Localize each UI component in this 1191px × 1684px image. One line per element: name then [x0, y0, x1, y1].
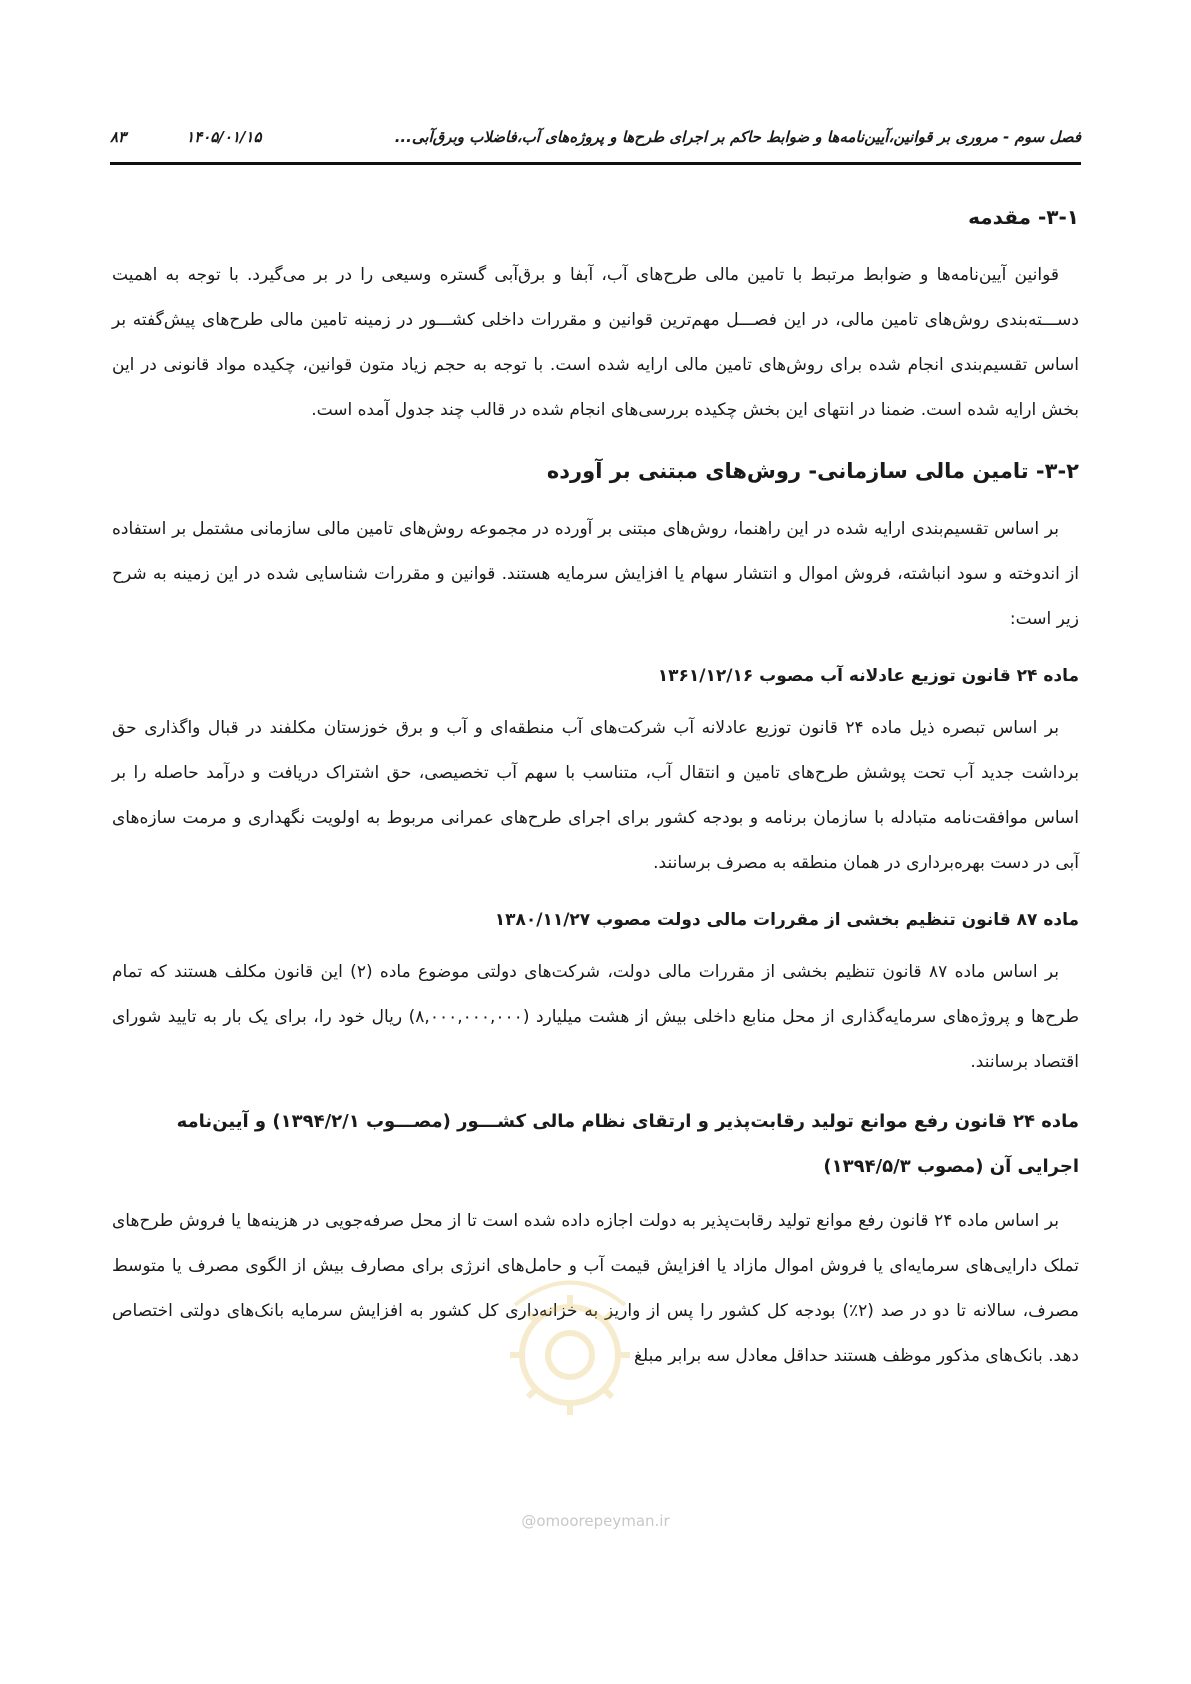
paragraph-competitive-production: بر اساس ماده ۲۴ قانون رفع موانع تولید رقابت‌پذیر به دولت اجازه داده شده است تا از محل صرفه‌جویی در هزینه‌ها یا فروش طرح‌های تملک دارایی‌های سرمایه‌ای یا فروش اموال مازاد یا افزایش قیمت آب و حامل‌های انرژی برای مصارف بیش از الگوی مصرف یا متوسط مصرف، سالانه تا دو در صد (۲٪) بودجه کل کشور را پس از واریز به خزانه‌داری کل کشور به افزایش سرمایه بانک‌های دولتی اختصاص دهد. بانک‌های مذکور موظف هستند حداقل معادل سه برابر مبلغ — [112, 1211, 1080, 1366]
main-content — [112, 205, 1079, 1393]
header-date: ۱۴۰۵/۰۱/۱۵ — [186, 128, 262, 146]
section-title-intro: ۳-۱- مقدمه — [968, 205, 1079, 229]
watermark-site-text: @omoorepeyman.ir — [521, 1512, 670, 1530]
article-title-competitive-production: ماده ۲۴ قانون رفع موانع تولید رقابت‌پذیر و ارتقای نظام مالی کشـــور (مصـــوب ۱۳۹۴/۲/۱) و آیین‌نامه اجرایی آن (مصوب ۱۳۹۴/۵/۳) — [176, 1111, 1079, 1177]
article-title-water-distribution: ماده ۲۴ قانون توزیع عادلانه آب مصوب ۱۳۶۱/۱۲/۱۶ — [657, 666, 1079, 686]
chapter-title: فصل سوم - مروری بر قوانین،آیین‌نامه‌ها و ضوابط حاکم بر اجرای طرح‌ها و پروژه‌های آب،فاضلاب وبرق‌آبی... — [394, 128, 1081, 146]
page-number: ۸۳ — [110, 128, 127, 146]
section-title-organizational-finance: ۳-۲- تامین مالی سازمانی- روش‌های مبتنی بر آورده — [546, 459, 1079, 483]
paragraph-organizational-finance: بر اساس تقسیم‌بندی ارایه شده در این راهنما، روش‌های مبتنی بر آورده در مجموعه روش‌های تامین مالی سازمانی مشتمل بر استفاده از اندوخته و سود انباشته، فروش اموال و انتشار سهام یا افزایش سرمایه هستند. قوانین و مقررات شناسایی شده در این زمینه به شرح زیر است: — [112, 519, 1079, 629]
paragraph-financial-regulations: بر اساس ماده ۸۷ قانون تنظیم بخشی از مقررات مالی دولت، شرکت‌های دولتی موضوع ماده (۲) این قانون مکلف هستند که تمام طرح‌ها و پروژه‌های سرمایه‌گذاری از محل منابع داخلی بیش از هشت میلیارد (۸,۰۰۰,۰۰۰,۰۰۰) ریال خود را، برای یک بار به تایید شورای اقتصاد برسانند. — [112, 962, 1079, 1072]
watermark-gear-logo-icon — [455, 1265, 685, 1415]
header-rule — [110, 162, 1081, 165]
paragraph-water-distribution: بر اساس تبصره ذیل ماده ۲۴ قانون توزیع عادلانه آب شرکت‌های آب منطقه‌ای و آب و برق خوزستان مکلفند در قبال واگذاری حق برداشت جدید آب تحت پوشش طرح‌های تامین و انتقال آب، متناسب با سهم آب تخصیصی، حق اشتراک دریافت و درآمد حاصله را بر اساس موافقت‌نامه متبادله با سازمان برنامه و بودجه کشور برای اجرای طرح‌های عمرانی مربوط به اولویت نگهداری و مرمت سازه‌های آبی در دست بهره‌برداری در همان منطقه به مصرف برسانند. — [112, 718, 1079, 873]
header-meta — [110, 128, 262, 146]
paragraph-intro: قوانین آیین‌نامه‌ها و ضوابط مرتبط با تامین مالی طرح‌های آب، آبفا و برق‌آبی گستره وسیعی را در بر می‌گیرد. با توجه به اهمیت دســـته‌بندی روش‌های تامین مالی، در این فصـــل مهم‌ترین قوانین و مقررات داخلی کشـــور در زمینه تامین مالی طرح‌های پیش‌گفته بر اساس تقسیم‌بندی انجام شده برای روش‌های تامین مالی ارایه شده است. با توجه به حجم زیاد متون قوانین، چکیده مواد قانونی در این بخش ارایه شده است. ضمنا در انتهای این بخش چکیده بررسی‌های انجام شده در قالب چند جدول آمده است. — [112, 265, 1079, 420]
running-header — [110, 128, 1081, 146]
article-title-financial-regulations: ماده ۸۷ قانون تنظیم بخشی از مقررات مالی دولت مصوب ۱۳۸۰/۱۱/۲۷ — [494, 910, 1079, 930]
